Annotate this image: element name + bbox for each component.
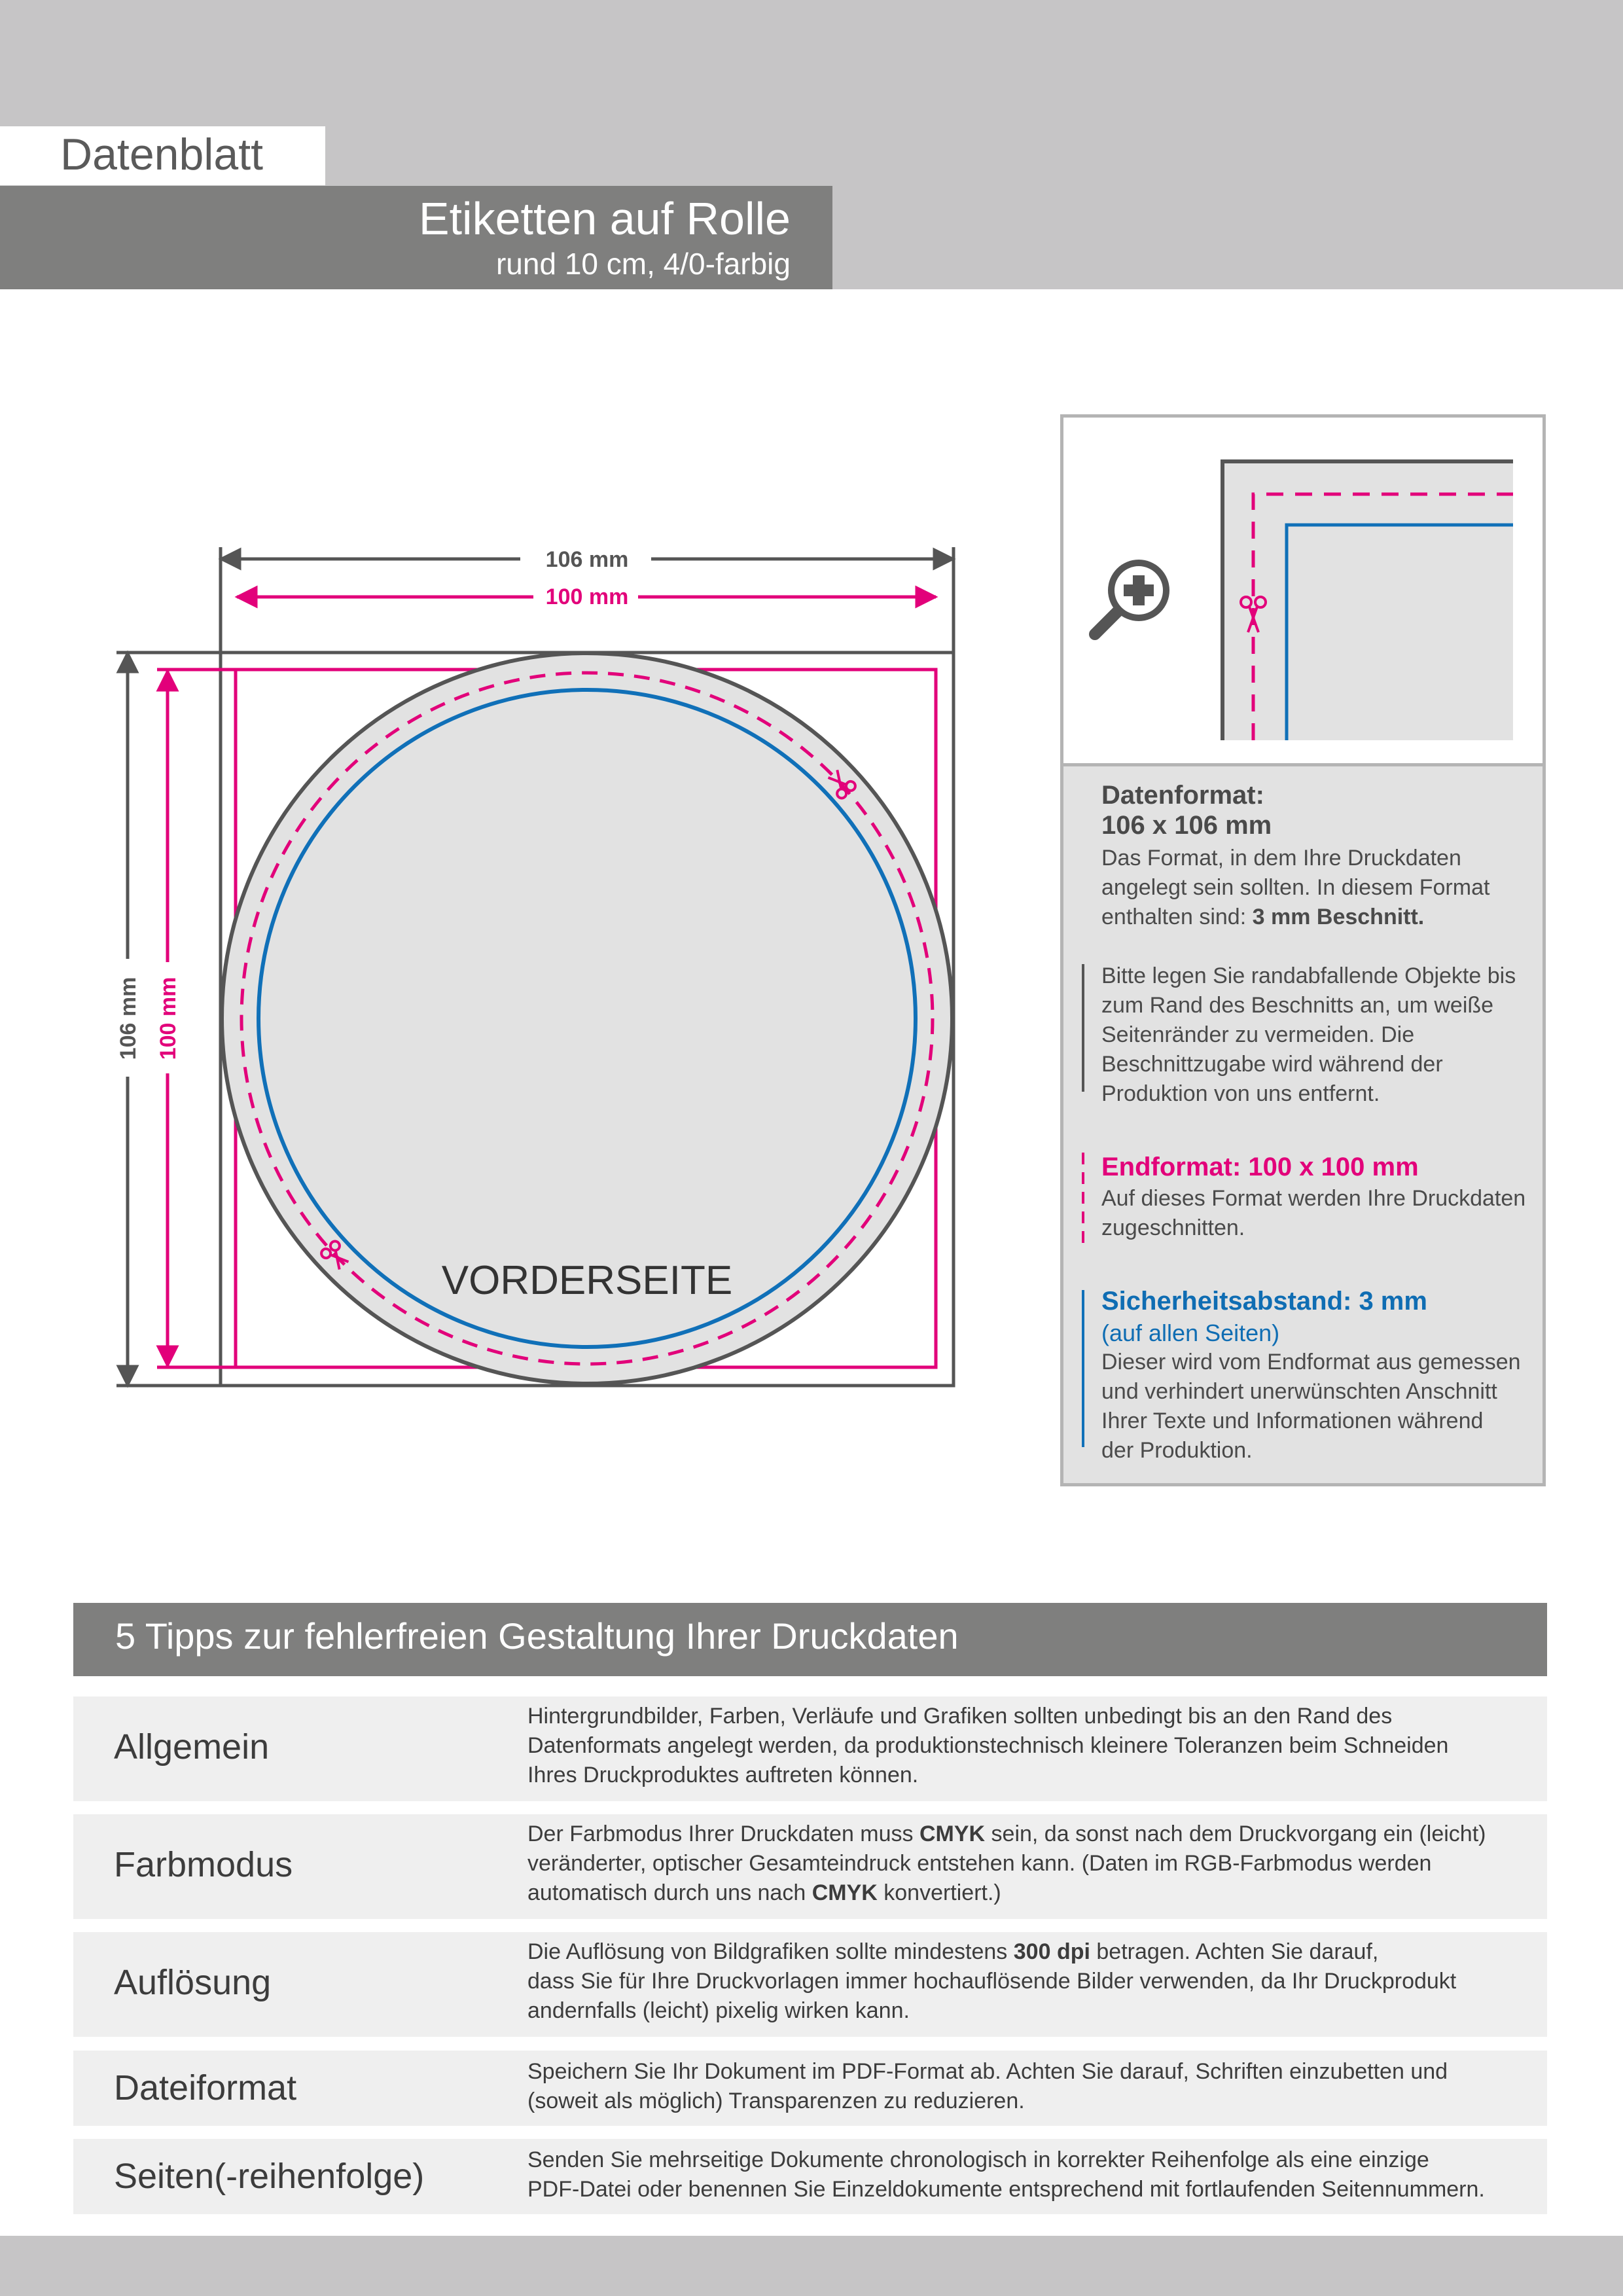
endformat-text-line: zugeschnitten. (1101, 1215, 1245, 1240)
tip-text-line: dass Sie für Ihre Druckvorlagen immer hochauflösende Bilder verwenden, da Ihr Druckprodukt (527, 1969, 1457, 1994)
tip-label: Auflösung (114, 1963, 272, 2002)
tip-text-line: PDF-Datei oder benennen Sie Einzeldokumente entsprechend mit fortlaufenden Seitennummern. (527, 2177, 1485, 2202)
doc-type-text: Datenblatt (60, 130, 263, 179)
endformat-text-line: Auf dieses Format werden Ihre Druckdaten (1101, 1186, 1526, 1211)
endformat-marker-bar (1082, 1153, 1084, 1244)
tip-text-line: Hintergrundbilder, Farben, Verläufe und Grafiken sollten unbedingt bis an den Rand des (527, 1704, 1393, 1729)
bleed-text-line: Bitte legen Sie randabfallende Objekte bis (1101, 963, 1516, 988)
dim-width-106-label: 106 mm (545, 547, 629, 572)
tip-label: Farbmodus (114, 1845, 293, 1884)
dim-width-100-label: 100 mm (545, 584, 629, 609)
info-box (1060, 414, 1546, 1486)
safety-text-line: der Produktion. (1101, 1438, 1253, 1463)
datenformat-size: 106 x 106 mm (1101, 811, 1272, 840)
bleed-marker-bar (1082, 964, 1084, 1092)
tip-text-line: Speichern Sie Ihr Dokument im PDF-Format ab. Achten Sie darauf, Schriften einzubetten und (527, 2059, 1448, 2084)
datenformat-text-line: Das Format, in dem Ihre Druckdaten (1101, 846, 1461, 870)
tip-text-line: veränderter, optischer Gesamteindruck entstehen kann. (Daten im RGB-Farbmodus werden (527, 1851, 1432, 1876)
datenformat-text-line: angelegt sein sollten. In diesem Format (1101, 875, 1490, 900)
bleed-text-line: Produktion von uns entfernt. (1101, 1081, 1380, 1106)
bleed-text-line: Beschnittzugabe wird während der (1101, 1052, 1443, 1077)
tip-text-line: (soweit als möglich) Transparenzen zu reduzieren. (527, 2089, 1025, 2113)
tip-row-seitenreihenfolge (73, 2139, 1547, 2214)
label-format-diagram (98, 524, 975, 1404)
tip-text-line: Datenformats angelegt werden, da produktionstechnisch kleinere Toleranzen beim Schneiden (527, 1733, 1449, 1758)
product-subtitle: rund 10 cm, 4/0-farbig (495, 247, 791, 281)
dim-height-106-label: 106 mm (116, 977, 141, 1060)
format-explanations (1063, 763, 1543, 1483)
zoom-in-icon (1095, 560, 1169, 634)
bleed-text-line: zum Rand des Beschnitts an, um weiße (1101, 993, 1494, 1018)
dim-height-100-label: 100 mm (156, 977, 181, 1060)
tip-label: Seiten(-reihenfolge) (114, 2157, 425, 2196)
tip-label: Dateiformat (114, 2068, 297, 2108)
tip-row-aufloesung (73, 1932, 1547, 2037)
safety-title: Sicherheitsabstand: 3 mm (1101, 1287, 1427, 1316)
product-title: Etiketten auf Rolle (418, 193, 791, 244)
tip-text-line: Der Farbmodus Ihrer Druckdaten muss CMYK sein, da sonst nach dem Druckvorgang ein (leicht) (527, 1821, 1486, 1846)
footer-band (0, 2236, 1623, 2296)
product-title-block (0, 186, 832, 289)
datenformat-text-line: enthalten sind: 3 mm Beschnitt. (1101, 905, 1425, 929)
safety-text-line: Dieser wird vom Endformat aus gemessen (1101, 1350, 1521, 1374)
tips-header (73, 1603, 1547, 1676)
tip-row-dateiformat (73, 2051, 1547, 2126)
tip-text-line: Ihres Druckproduktes auftreten können. (527, 1763, 919, 1787)
tip-text-line: Die Auflösung von Bildgrafiken sollte mindestens 300 dpi betragen. Achten Sie darauf, (527, 1939, 1379, 1964)
tip-text-line: automatisch durch uns nach CMYK konvertiert.) (527, 1880, 1001, 1905)
tip-label: Allgemein (114, 1727, 270, 1767)
safety-subtitle: (auf allen Seiten) (1101, 1319, 1280, 1346)
doc-type-label (0, 126, 325, 185)
tip-row-allgemein (73, 1696, 1547, 1801)
endformat-title: Endformat: 100 x 100 mm (1101, 1153, 1419, 1181)
bleed-text-line: Seitenränder zu vermeiden. Die (1101, 1022, 1415, 1047)
tip-text-line: Senden Sie mehrseitige Dokumente chronologisch in korrekter Reihenfolge als eine einzige (527, 2147, 1429, 2172)
side-label: VORDERSEITE (441, 1258, 733, 1303)
safety-text-line: Ihrer Texte und Informationen während (1101, 1408, 1484, 1433)
tips-header-title: 5 Tipps zur fehlerfreien Gestaltung Ihrer Druckdaten (115, 1615, 959, 1657)
datenformat-title: Datenformat: (1101, 781, 1264, 810)
safety-marker-bar (1082, 1290, 1084, 1447)
corner-zoom-detail (1063, 418, 1543, 763)
tip-text-line: andernfalls (leicht) pixelig wirken kann. (527, 1998, 910, 2023)
safety-text-line: und verhindert unerwünschten Anschnitt (1101, 1379, 1497, 1404)
tip-row-farbmodus (73, 1814, 1547, 1919)
